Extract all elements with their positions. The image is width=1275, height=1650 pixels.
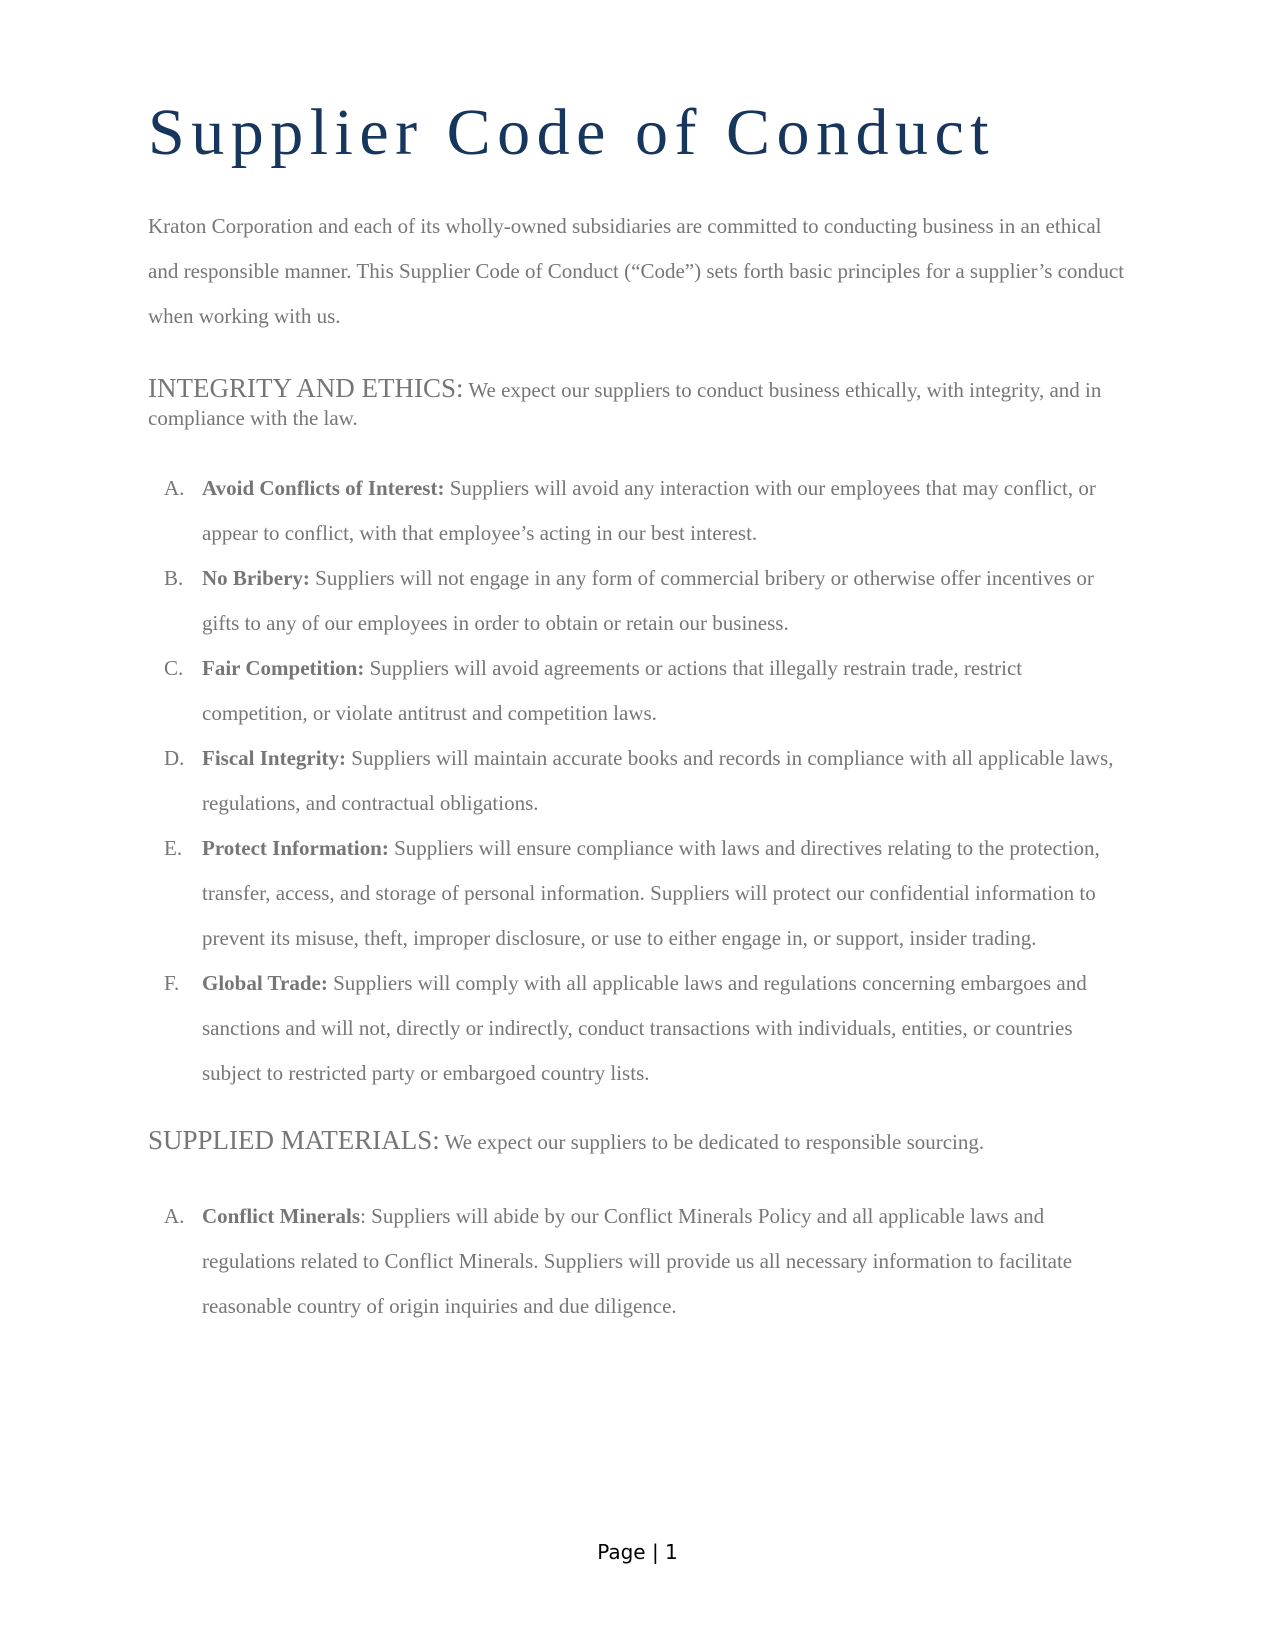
list-item xyxy=(148,556,1128,646)
item-text: Suppliers will avoid any interaction with our employees that may conflict, or appear to conflict, with that employee’s acting in our best interest. xyxy=(202,476,1096,545)
section-lead: We expect our suppliers to be dedicated to responsible sourcing. xyxy=(439,1130,985,1154)
item-term: Fiscal Integrity: xyxy=(202,746,347,770)
item-text: Suppliers will maintain accurate books and records in compliance with all applicable laws, regulations, and contractual obligations. xyxy=(202,746,1114,815)
list-item xyxy=(148,646,1128,736)
item-text: Suppliers will avoid agreements or actions that illegally restrain trade, restrict competition, or violate antitrust and competition laws. xyxy=(202,656,1023,725)
section-heading-integrity xyxy=(148,374,1128,432)
list-item xyxy=(148,736,1128,826)
item-term: Fair Competition: xyxy=(202,656,365,680)
item-term: Global Trade: xyxy=(202,971,328,995)
list-letter: F. xyxy=(164,971,180,995)
document-title: Supplier Code of Conduct xyxy=(148,96,996,169)
section-label: SUPPLIED MATERIALS: xyxy=(148,1125,440,1155)
section-lead: We expect our suppliers to conduct business ethically, with integrity, and in compliance with the law. xyxy=(148,378,1102,430)
list-letter: D. xyxy=(164,746,185,770)
item-text: Suppliers will ensure compliance with laws and directives relating to the protection, transfer, access, and storage of personal information. Suppliers will protect our confidential information to prevent its misuse, theft, improper disclosure, or use to either engage in, or support, insider trading. xyxy=(202,836,1100,950)
section-heading-supplied-materials xyxy=(148,1126,1128,1156)
intro-paragraph: Kraton Corporation and each of its wholly-owned subsidiaries are committed to conducting business in an ethical and responsible manner. This Supplier Code of Conduct (“Code”) sets forth basic principles for a supplier’s conduct when working with us. xyxy=(148,214,1125,328)
list-item xyxy=(148,961,1128,1096)
item-term: Avoid Conflicts of Interest: xyxy=(202,476,445,500)
section-label: INTEGRITY AND ETHICS: xyxy=(148,373,464,403)
item-term: No Bribery: xyxy=(202,566,310,590)
item-term: Protect Information: xyxy=(202,836,389,860)
item-term: Conflict Minerals xyxy=(202,1204,361,1228)
list-letter: A. xyxy=(164,476,185,500)
list-letter: E. xyxy=(164,836,183,860)
item-text: Suppliers will not engage in any form of commercial bribery or otherwise offer incentives or gifts to any of our employees in order to obtain or retain our business. xyxy=(202,566,1094,635)
list-letter: B. xyxy=(164,566,184,590)
list-item xyxy=(148,826,1128,961)
list-item xyxy=(148,466,1128,556)
list-letter: A. xyxy=(164,1204,185,1228)
item-text: Suppliers will comply with all applicable laws and regulations concerning embargoes and sanctions and will not, directly or indirectly, conduct transactions with individuals, entities, or countries subject to restricted party or embargoed country lists. xyxy=(202,971,1087,1085)
list-letter: C. xyxy=(164,656,184,680)
page-footer: Page | 1 xyxy=(597,1540,678,1564)
supplied-materials-list xyxy=(148,1194,1128,1329)
item-text: : Suppliers will abide by our Conflict Minerals Policy and all applicable laws and regulations related to Conflict Minerals. Suppliers will provide us all necessary information to facilitate reasonable country of origin inquiries and due diligence. xyxy=(202,1204,1073,1318)
list-item xyxy=(148,1194,1128,1329)
integrity-list xyxy=(148,466,1128,1096)
